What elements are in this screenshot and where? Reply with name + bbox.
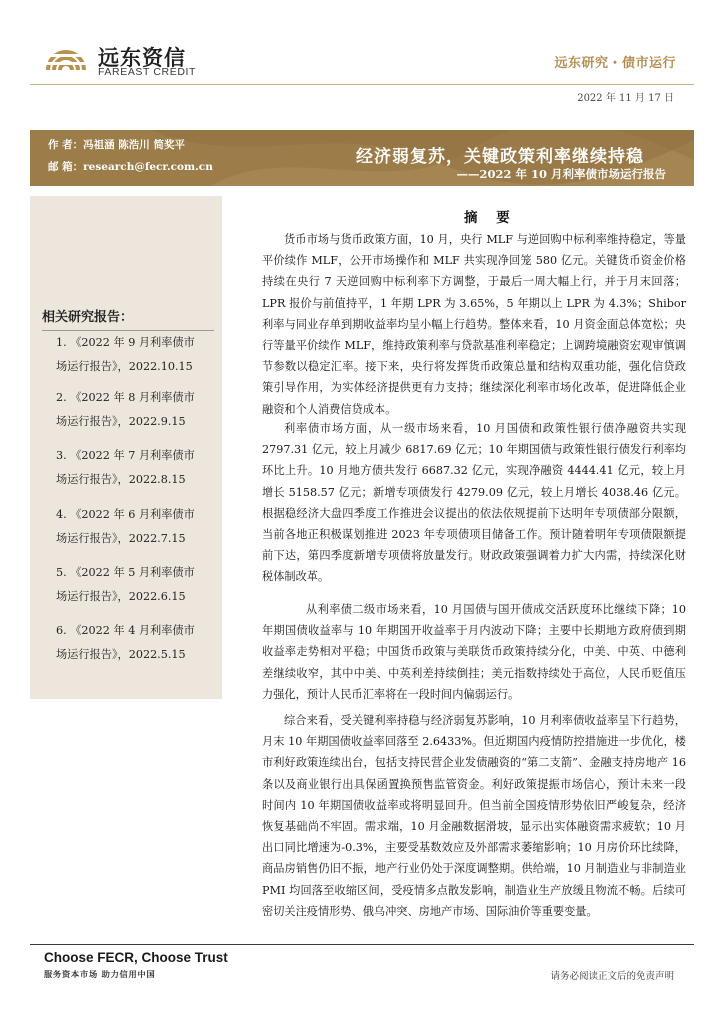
related-report-item bbox=[56, 561, 216, 609]
related-reports-heading: 相关研究报告： bbox=[42, 310, 134, 325]
footer-slogan: Choose FECR, Choose Trust bbox=[44, 950, 228, 965]
abstract-paragraph-primary-market: 利率债市场方面，从一级市场来看，10 月国债和政策性银行债净融资共实现 2797.31 亿元，较上月减少 6817.69 亿元；10 年期国债与政策性银行债发行利率均环比上升。10 月地方债共发行 6687.32 亿元，实现净融资 4444.41 亿元，较上月增长 5158.57 亿元；新增专项债发行 4279.09 亿元，较上月增长 4038.46 亿元。根据稳经济大盘四季度工作推进会议提出的依法依规提前下达明年专项债部分限额，当前各地正积极谋划推进 2023 年专项债项目储备工作。预计随着明年专项债限额提前下达，第四季度新增专项债将放量发行。财政政策强调着力扩大内需，持续深化财税体制改革。 bbox=[262, 422, 686, 584]
related-report-line: 场运行报告》，2022.5.15 bbox=[56, 648, 186, 661]
footer-tagline: 服务资本市场 助力信用中国 bbox=[44, 969, 156, 979]
related-report-line: 6. 《2022 年 4 月利率债市 bbox=[56, 624, 195, 637]
header-divider bbox=[30, 84, 694, 85]
related-report-item bbox=[56, 503, 216, 551]
related-report-line: 场运行报告》，2022.6.15 bbox=[56, 590, 186, 603]
related-report-line: 场运行报告》，2022.10.15 bbox=[56, 360, 193, 373]
related-report-item bbox=[56, 386, 216, 434]
related-report-line: 场运行报告》，2022.7.15 bbox=[56, 532, 186, 545]
related-report-line: 5. 《2022 年 5 月利率债市 bbox=[56, 566, 195, 579]
related-report-line: 1. 《2022 年 9 月利率债市 bbox=[56, 336, 195, 349]
footer-divider bbox=[30, 944, 694, 945]
abstract-paragraph-monetary: 货币市场与货币政策方面，10 月，央行 MLF 与逆回购中标利率维持稳定，等量平价续作 MLF，公开市场操作和 MLF 共实现净回笼 580 亿元。关键货币资金价格持续在央行 7 天逆回购中标利率下方调整，于最后一周大幅上行，并于月末回落；LPR 报价与前值持平，1 年期 LPR 为 3.65%，5 年期以上 LPR 为 4.3%；Shibor 利率与同业存单到期收益率均呈小幅上行趋势。整体来看，10 月资金面总体宽松；央行等量平价续作 MLF，维持政策利率与贷款基准利率稳定；上调跨境融资宏观审慎调节参数以稳定汇率。接下来，央行将发挥货币政策总量和结构双重功能，强化信贷政策引导作用，为实体经济提供更有力支持；继续深化利率市场化改革，促进降低企业融资和个人消费信贷成本。 bbox=[262, 233, 686, 416]
related-report-line: 场运行报告》，2022.9.15 bbox=[56, 415, 186, 428]
abstract-paragraph-secondary-market: 从利率债二级市场来看，10 月国债与国开债成交活跃度环比继续下降；10 年期国债收益率与 10 年期国开收益率于月内波动下降；主要中长期地方政府债到期收益率走势相对平稳；中国货币政策与美联货币政策持续分化，中美、中英、中德利差继续收窄，其中中美、中英利差持续倒挂；美元指数持续处于高位，人民币贬值压力强化，预计人民币汇率将在一段时间内偏弱运行。 bbox=[262, 603, 686, 701]
footer-disclaimer: 请务必阅读正文后的免责声明 bbox=[550, 971, 674, 982]
email-line: 邮 箱：research@fecr.com.cn bbox=[48, 161, 213, 173]
author-line: 作 者：冯祖涵 陈浩川 简奖平 bbox=[48, 139, 185, 151]
title-banner bbox=[30, 130, 694, 186]
report-date: 2022 年 11 月 17 日 bbox=[577, 93, 674, 104]
related-report-item bbox=[56, 331, 216, 379]
related-report-line: 场运行报告》，2022.8.15 bbox=[56, 473, 186, 486]
related-report-line: 3. 《2022 年 7 月利率债市 bbox=[56, 449, 195, 462]
header-section-label: 远东研究・债市运行 bbox=[554, 56, 676, 71]
related-report-item bbox=[56, 444, 216, 492]
report-title: 经济弱复苏，关键政策利率继续持稳 bbox=[356, 147, 644, 167]
related-report-line: 2. 《2022 年 8 月利率债市 bbox=[56, 391, 195, 404]
brand-name-en: FAREAST CREDIT bbox=[98, 66, 197, 78]
brand-name-cn: 远东资信 bbox=[98, 46, 186, 70]
abstract-paragraph-summary: 综合来看，受关键利率持稳与经济弱复苏影响，10 月利率债收益率呈下行趋势，月末 10 年期国债收益率回落至 2.6433%。但近期国内疫情防控措施进一步优化，楼市利好政策连续出台，包括支持民营企业发债融资的“第二支箭”、金融支持房地产 16 条以及商业银行出具保函置换预售监管资金。利好政策提振市场信心，预计未来一段时间内 10 年期国债收益率或将明显回升。但当前全国疫情形势依旧严峻复杂，经济恢复基础尚不牢固。需求端，10 月金融数据滑坡，显示出实体融资需求疲软；10 月出口同比增速为-0.3%，主要受基数效应及外部需求萎缩影响；10 月房价环比续降，商品房销售仍旧不振，地产行业仍处于深度调整期。供给端，10 月制造业与非制造业 PMI 均回落至收缩区间，受疫情多点散发影响，制造业生产放缓且物流不畅。后续可密切关注疫情形势、俄乌冲突、房地产市场、国际油价等重要变量。 bbox=[262, 714, 686, 918]
fareast-logo-icon bbox=[44, 40, 88, 74]
related-report-item bbox=[56, 619, 216, 667]
report-subtitle: ——2022 年 10 月利率债市场运行报告 bbox=[456, 167, 666, 181]
abstract-heading: 摘 要 bbox=[464, 210, 517, 226]
related-report-line: 4. 《2022 年 6 月利率债市 bbox=[56, 508, 195, 521]
